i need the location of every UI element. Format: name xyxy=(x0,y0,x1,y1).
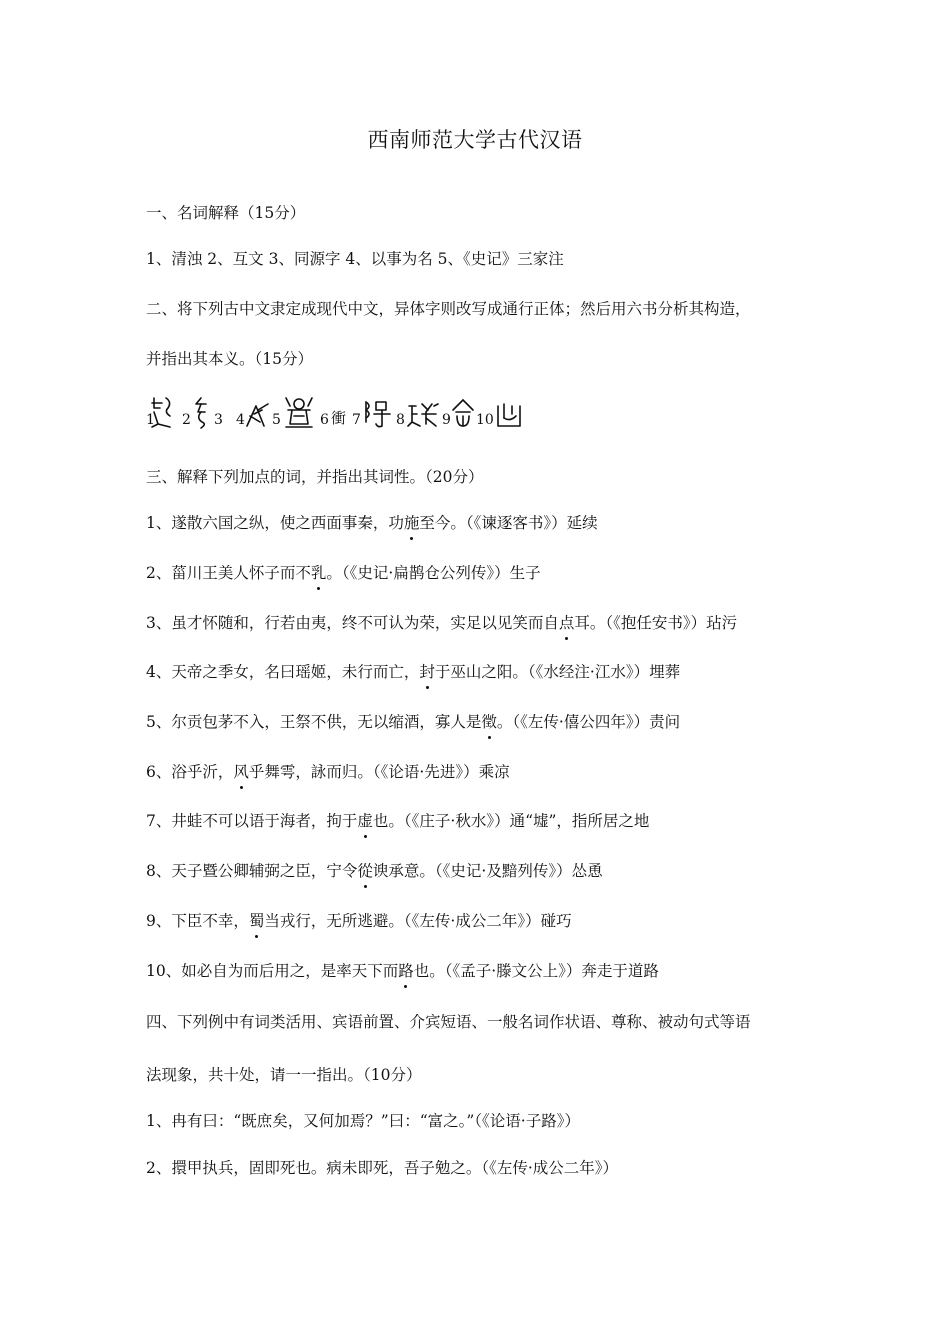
item-text: 3、虽才怀随和，行若由夷，终不可认为荣，实足以见笑而自 xyxy=(146,614,559,632)
item-text: 也。（《庄子·秋水》）通“墟”，指所居之地 xyxy=(372,812,650,830)
ancient-glyph-10-icon xyxy=(494,400,524,430)
section-4-heading-line-1: 四、下列例中有词类活用、宾语前置、介宾短语、一般名词作状语、尊称、被动句式等语 xyxy=(146,1013,751,1031)
section-3-item-3 xyxy=(146,612,826,634)
section-1-heading: 一、名词解释（15分） xyxy=(146,204,306,222)
glyph-number: 3 xyxy=(214,412,223,428)
ancient-glyph-8-icon xyxy=(406,400,440,430)
dotted-word: 路 xyxy=(398,962,414,980)
item-text: 乎舞雩，詠而归。（《论语·先进》）乘凉 xyxy=(248,763,510,781)
item-text: 于巫山之阳。（《水经注·江水》）埋葬 xyxy=(434,663,681,681)
item-text: 7、井蛙不可以语于海者，拘于 xyxy=(146,812,358,830)
dotted-word: 封 xyxy=(419,663,435,681)
item-text: 6、浴乎沂， xyxy=(146,763,234,781)
glyph-number: 10 xyxy=(476,412,494,428)
section-3-heading: 三、解释下列加点的词，并指出其词性。（20分） xyxy=(146,468,484,486)
document-title: 西南师范大学古代汉语 xyxy=(367,128,583,152)
item-text: 1、遂散六国之纵，使之西面事秦，功 xyxy=(146,514,404,532)
ancient-glyph-1-icon xyxy=(150,394,176,430)
dotted-word: 蜀 xyxy=(248,912,265,930)
section-3-item-6 xyxy=(146,761,826,783)
section-1-items: 1、清浊 2、互文 3、同源字 4、以事为名 5、《史记》三家注 xyxy=(146,250,564,268)
item-text: 耳。（《抱任安书》）玷污 xyxy=(574,614,738,632)
section-4-item-1: 1、冉有曰：“既庶矣，又何加焉？”曰：“富之。”（《论语·子路》） xyxy=(146,1112,580,1130)
item-text: 9、下臣不幸， xyxy=(146,912,249,930)
dotted-word: 從 xyxy=(357,862,373,880)
section-3-item-1 xyxy=(146,512,826,534)
dotted-word: 乳 xyxy=(310,564,327,582)
glyph-number: 7 xyxy=(352,412,361,428)
glyph-number: 6 xyxy=(320,412,329,428)
glyph-number: 2 xyxy=(182,412,191,428)
item-text: 2、菑川王美人怀子而不 xyxy=(146,564,311,582)
dotted-word: 风 xyxy=(233,763,249,781)
ancient-glyph-7-icon xyxy=(362,398,392,430)
item-text: 。（《左传·僖公四年》）责问 xyxy=(496,713,681,731)
section-2-heading-line-2: 并指出其本义。（15分） xyxy=(146,350,313,368)
glyph-number: 9 xyxy=(442,412,451,428)
item-text: 8、天子暨公卿辅弼之臣，宁令 xyxy=(146,862,358,880)
section-2-heading-line-1: 二、将下列古中文隶定成现代中文，异体字则改写成通行正体；然后用六书分析其构造， xyxy=(146,300,751,318)
section-3-item-10 xyxy=(146,960,826,982)
ancient-glyph-5-icon xyxy=(282,394,316,430)
ancient-glyph-2-icon xyxy=(192,396,210,430)
item-text: 10、如必自为而后用之，是率天下而 xyxy=(146,962,399,980)
glyph-6-character: 衝 xyxy=(331,409,347,427)
item-text: 。（《史记·扁鹊仓公列传》）生子 xyxy=(326,564,541,582)
section-3-item-5 xyxy=(146,711,826,733)
glyph-number: 5 xyxy=(272,412,281,428)
section-3-item-7 xyxy=(146,810,826,832)
item-text: 谀承意。（《史记·及黯列传》）怂恿 xyxy=(372,862,603,880)
item-text: 也。（《孟子·滕文公上》）奔走于道路 xyxy=(413,962,659,980)
dotted-word: 虚 xyxy=(357,812,373,830)
item-text: 当戎行，无所逃避。（《左传·成公二年》）碰巧 xyxy=(264,912,572,930)
section-3-item-9 xyxy=(146,910,826,932)
glyph-number: 1 xyxy=(146,412,155,428)
section-3-item-4 xyxy=(146,661,826,683)
dotted-word: 点 xyxy=(558,614,575,632)
section-3-item-8 xyxy=(146,860,826,882)
ancient-glyph-4-icon xyxy=(244,400,270,430)
item-text: 5、尔贡包茅不入，王祭不供，无以缩酒，寡人是 xyxy=(146,713,482,731)
dotted-word: 施 xyxy=(403,514,420,532)
section-4-item-2: 2、擐甲执兵，固即死也。病未即死，吾子勉之。（《左传·成公二年》） xyxy=(146,1159,619,1177)
ancient-glyph-9-icon xyxy=(450,398,476,430)
item-text: 4、天帝之季女，名曰瑶姬，未行而亡， xyxy=(146,663,420,681)
dotted-word: 徵 xyxy=(481,713,497,731)
item-text: 至今。（《谏逐客书》）延续 xyxy=(419,514,598,532)
ancient-glyph-row xyxy=(146,390,566,430)
glyph-number: 4 xyxy=(236,412,245,428)
section-4-heading-line-2: 法现象，共十处，请一一指出。（10分） xyxy=(146,1066,422,1084)
glyph-number: 8 xyxy=(396,412,405,428)
section-3-item-2 xyxy=(146,562,826,584)
